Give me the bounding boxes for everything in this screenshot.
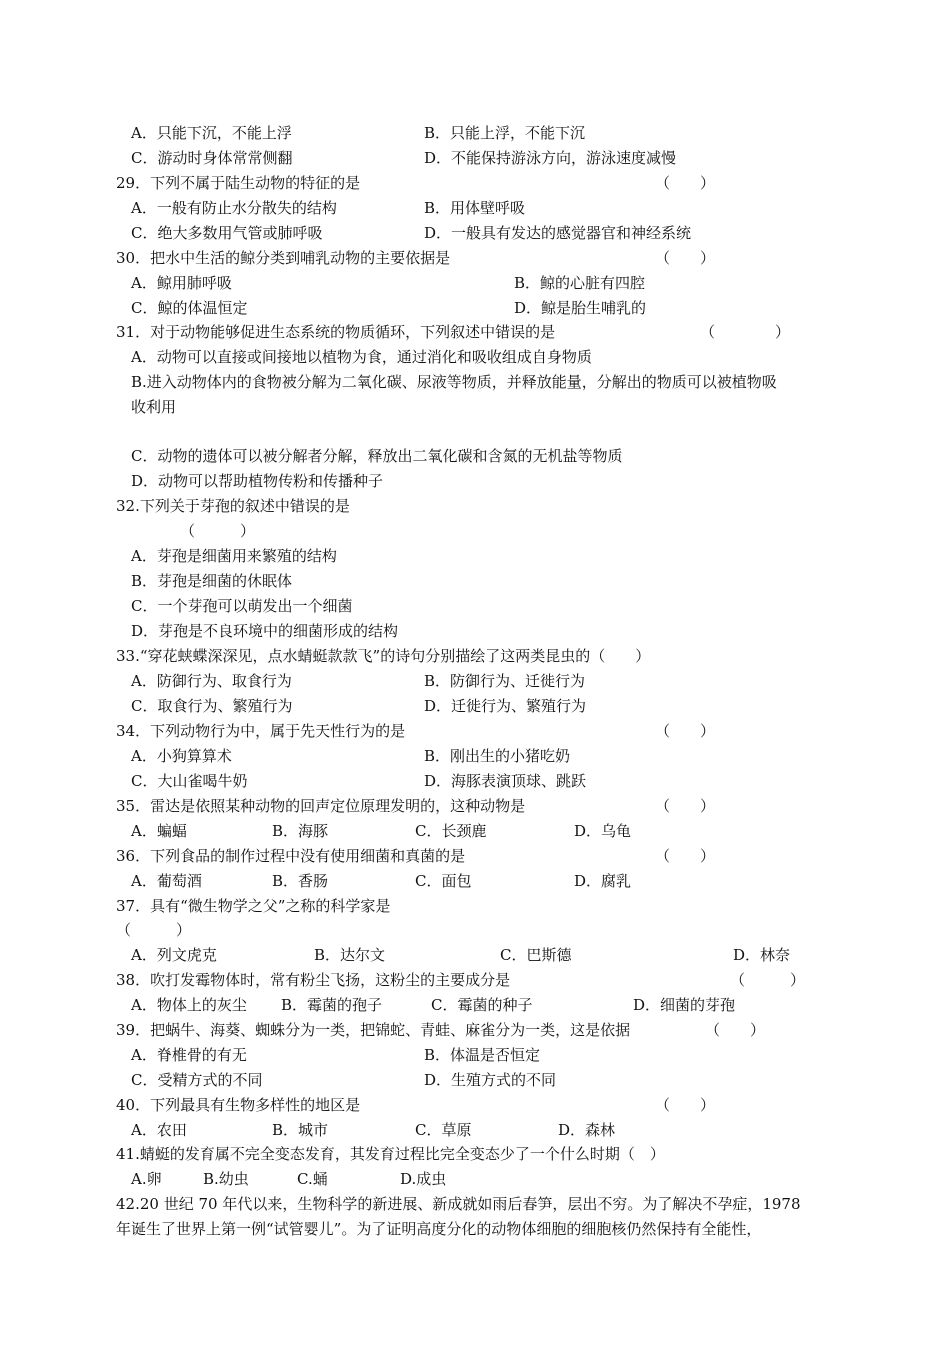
q40-option-c: C．草原 <box>415 1121 472 1139</box>
q39-option-b: B．体温是否恒定 <box>424 1046 541 1064</box>
q29-stem: 29．下列不属于陆生动物的特征的是 <box>116 174 361 192</box>
q34-answer-paren: （ ） <box>655 722 716 740</box>
q32-answer-paren: （ ） <box>180 522 256 540</box>
q34-option-d: D．海豚表演顶球、跳跃 <box>424 772 587 790</box>
q38-stem: 38．吹打发霉物体时，常有粉尘飞扬，这粉尘的主要成分是 <box>116 971 511 989</box>
q36-stem: 36．下列食品的制作过程中没有使用细菌和真菌的是 <box>116 847 466 865</box>
q31-option-b: B.进入动物体内的食物被分解为二氧化碳、尿液等物质，并释放能量，分解出的物质可以被植物吸 <box>131 373 777 391</box>
q41-option-a: A.卵 <box>131 1170 162 1188</box>
q36-option-c: C．面包 <box>415 872 472 890</box>
q39-option-a: A．脊椎骨的有无 <box>131 1046 247 1064</box>
q31-stem: 31．对于动物能够促进生态系统的物质循环，下列叙述中错误的是 <box>116 323 556 341</box>
q32-option-c: C．一个芽孢可以萌发出一个细菌 <box>131 597 353 615</box>
q31-answer-paren: （ ） <box>700 323 791 341</box>
q39-option-c: C．受精方式的不同 <box>131 1071 263 1089</box>
q40-option-b: B．城市 <box>272 1121 329 1139</box>
q39-option-d: D．生殖方式的不同 <box>424 1071 557 1089</box>
q32-stem: 32.下列关于芽孢的叙述中错误的是 <box>116 497 350 515</box>
q29-option-b: B．用体壁呼吸 <box>424 199 526 217</box>
q29-option-c: C．绝大多数用气管或肺呼吸 <box>131 224 323 242</box>
q36-answer-paren: （ ） <box>655 847 716 865</box>
q36-option-a: A．葡萄酒 <box>131 872 202 890</box>
q42-paragraph-line-1: 42.20 世纪 70 年代以来，生物科学的新进展、新成就如雨后春笋，层出不穷。为了解决不孕症，1978 <box>116 1195 801 1213</box>
q32-option-d: D．芽孢是不良环境中的细菌形成的结构 <box>131 622 399 640</box>
q41-option-b: B.幼虫 <box>203 1170 249 1188</box>
q34-option-b: B．刚出生的小猪吃奶 <box>424 747 571 765</box>
q41-option-c: C.蛹 <box>297 1170 328 1188</box>
q34-option-c: C．大山雀喝牛奶 <box>131 772 248 790</box>
q31-option-b-continued: 收利用 <box>131 398 177 416</box>
q40-option-d: D．森林 <box>558 1121 616 1139</box>
q37-option-b: B．达尔文 <box>314 946 386 964</box>
q33-option-b: B．防御行为、迁徙行为 <box>424 672 586 690</box>
q28-option-b: B．只能上浮，不能下沉 <box>424 124 586 142</box>
q28-option-a: A．只能下沉，不能上浮 <box>131 124 292 142</box>
q37-option-a: A．列文虎克 <box>131 946 217 964</box>
q30-stem: 30．把水中生活的鲸分类到哺乳动物的主要依据是 <box>116 249 451 267</box>
q35-option-c: C．长颈鹿 <box>415 822 487 840</box>
q32-option-b: B．芽孢是细菌的休眠体 <box>131 572 293 590</box>
q33-option-d: D．迁徙行为、繁殖行为 <box>424 697 587 715</box>
q34-stem: 34．下列动物行为中，属于先天性行为的是 <box>116 722 406 740</box>
q37-answer-paren: （ ） <box>116 921 192 939</box>
q30-option-b: B．鲸的心脏有四腔 <box>514 274 646 292</box>
q28-option-c: C．游动时身体常常侧翻 <box>131 149 293 167</box>
q35-option-b: B．海豚 <box>272 822 329 840</box>
q33-stem: 33.“穿花蛱蝶深深见，点水蜻蜓款款飞”的诗句分别描绘了这两类昆虫的（ ） <box>116 647 651 665</box>
q35-option-d: D．乌龟 <box>574 822 632 840</box>
q30-option-d: D．鲸是胎生哺乳的 <box>514 299 647 317</box>
q36-option-d: D．腐乳 <box>574 872 632 890</box>
q38-option-b: B．霉菌的孢子 <box>281 996 383 1014</box>
q40-option-a: A．农田 <box>131 1121 187 1139</box>
q30-option-c: C．鲸的体温恒定 <box>131 299 248 317</box>
q31-option-a: A．动物可以直接或间接地以植物为食，通过消化和吸收组成自身物质 <box>131 348 592 366</box>
q41-option-d: D.成虫 <box>400 1170 447 1188</box>
q35-answer-paren: （ ） <box>655 797 716 815</box>
q37-option-c: C．巴斯德 <box>500 946 572 964</box>
q29-answer-paren: （ ） <box>655 174 716 192</box>
q33-option-a: A．防御行为、取食行为 <box>131 672 292 690</box>
q28-option-d: D．不能保持游泳方向，游泳速度减慢 <box>424 149 677 167</box>
q34-option-a: A．小狗算算术 <box>131 747 232 765</box>
q40-stem: 40．下列最具有生物多样性的地区是 <box>116 1096 361 1114</box>
q29-option-a: A．一般有防止水分散失的结构 <box>131 199 337 217</box>
q30-option-a: A．鲸用肺呼吸 <box>131 274 232 292</box>
q30-answer-paren: （ ） <box>655 249 716 267</box>
q38-answer-paren: （ ） <box>730 971 806 989</box>
q33-option-c: C．取食行为、繁殖行为 <box>131 697 293 715</box>
q41-stem: 41.蜻蜓的发育属不完全变态发育，其发育过程比完全变态少了一个什么时期（ ） <box>116 1145 665 1163</box>
q42-paragraph-line-2: 年诞生了世界上第一例“试管婴儿”。为了证明高度分化的动物体细胞的细胞核仍然保持有全能性， <box>116 1220 762 1238</box>
q37-stem: 37．具有“微生物学之父”之称的科学家是 <box>116 897 391 915</box>
q32-option-a: A．芽孢是细菌用来繁殖的结构 <box>131 547 337 565</box>
q35-option-a: A．蝙蝠 <box>131 822 187 840</box>
q40-answer-paren: （ ） <box>655 1096 716 1114</box>
q39-stem: 39．把蜗牛、海葵、蜘蛛分为一类，把锦蛇、青蛙、麻雀分为一类，这是依据 <box>116 1021 631 1039</box>
q36-option-b: B．香肠 <box>272 872 329 890</box>
q35-stem: 35．雷达是依照某种动物的回声定位原理发明的，这种动物是 <box>116 797 526 815</box>
q39-answer-paren: （ ） <box>705 1021 766 1039</box>
q38-option-d: D．细菌的芽孢 <box>633 996 736 1014</box>
q38-option-c: C．霉菌的种子 <box>431 996 533 1014</box>
q29-option-d: D．一般具有发达的感觉器官和神经系统 <box>424 224 692 242</box>
q31-option-c: C．动物的遗体可以被分解者分解，释放出二氧化碳和含氮的无机盐等物质 <box>131 447 623 465</box>
q31-option-d: D．动物可以帮助植物传粉和传播种子 <box>131 472 384 490</box>
q38-option-a: A．物体上的灰尘 <box>131 996 247 1014</box>
q37-option-d: D．林奈 <box>733 946 791 964</box>
